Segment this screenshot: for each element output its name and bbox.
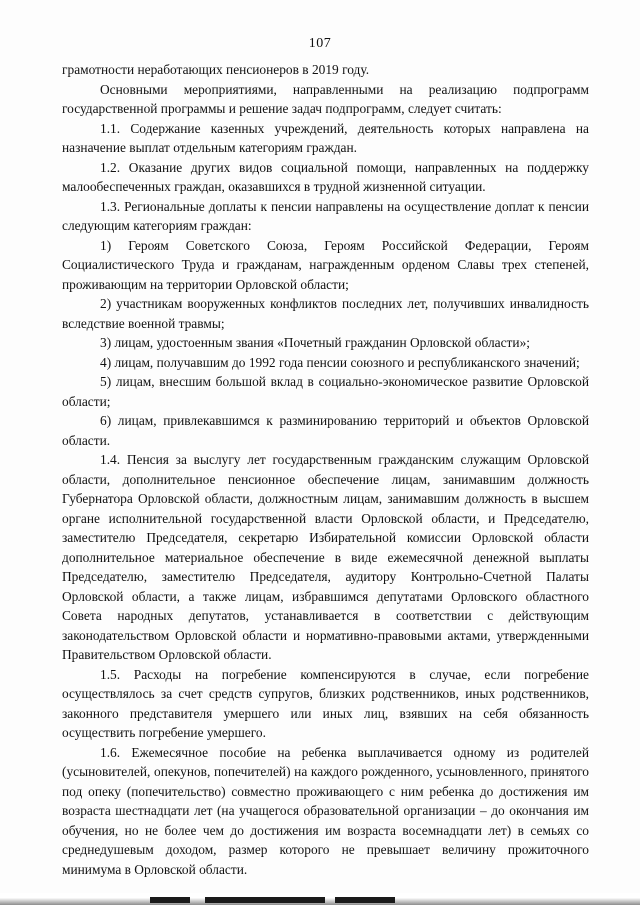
paragraph-1-2: 1.2. Оказание других видов социальной помощи, направленных на поддержку малообеспеченных граждан, оказавшихся в трудной жизненной ситуации. <box>62 159 589 194</box>
list-item-6: 6) лицам, привлекавшимся к разминированию территорий и объектов Орловской области. <box>62 413 589 448</box>
list-item-3: 3) лицам, удостоенным звания «Почетный гражданин Орловской области»; <box>100 335 530 350</box>
scan-artifact <box>150 897 190 903</box>
paragraph-1-1: 1.1. Содержание казенных учреждений, деятельность которых направлена на назначение выплат отдельным категориям граждан. <box>62 120 589 155</box>
scan-artifact <box>335 897 395 903</box>
list-item-4: 4) лицам, получавшим до 1992 года пенсии союзного и республиканского значений; <box>100 354 580 370</box>
list-item-5: 5) лицам, внесшим большой вклад в социально-экономическое развитие Орловской области; <box>62 374 589 409</box>
paragraph-continuation: грамотности неработающих пенсионеров в 2019 году. <box>62 62 370 77</box>
paragraph-1-5: 1.5. Расходы на погребение компенсируются в случае, если погребение осуществлялось за счет средств супругов, близких родственников, иных родственников, законного представителя умершего или иных лиц, взявших на себя обязанность осуществить погребение умершего. <box>62 666 589 740</box>
list-item-2: 2) участникам вооруженных конфликтов последних лет, получивших инвалидность вследствие военной травмы; <box>62 296 589 331</box>
paragraph-1-6: 1.6. Ежемесячное пособие на ребенка выплачивается одному из родителей (усыновителей, опекунов, попечителей) на каждого рожденного, усыновленного, принятого под опеку (попечительство) совместно проживающего с ним ребенка до достижения им возраста шестнадцати лет (на учащегося образовательной организации – до окончания им обучения, но не более чем до достижения им возраста восемнадцати лет) в семьях со среднедушевым доходом, размер которого не превышает величину прожиточного минимума в Орловской области. <box>62 744 589 877</box>
list-item-1: 1) Героям Советского Союза, Героям Российской Федерации, Героям Социалистического Труда и гражданам, награжденным орденом Славы трех степеней, проживающим на территории Орловской области; <box>62 237 589 292</box>
paragraph-main-activities: Основными мероприятиями, направленными на реализацию подпрограмм государственной программы и решение задач подпрограмм, следует считать: <box>62 81 589 116</box>
document-body <box>62 60 589 879</box>
page-number: 107 <box>308 36 332 51</box>
paragraph-1-3: 1.3. Региональные доплаты к пенсии направлены на осуществление доплат к пенсии следующим категориям граждан: <box>62 198 589 233</box>
scan-artifact <box>205 897 325 903</box>
paragraph-1-4: 1.4. Пенсия за выслугу лет государственным гражданским служащим Орловской области, дополнительное пенсионное обеспечение лицам, занимавшим должность Губернатора Орловской области, должностным лицам, занимавшим должность в высшем органе исполнительной государственной власти Орловской области, и Председателю, заместителю Председателя, секретарю Избирательной комиссии Орловской области дополнительное материальное обеспечение в виде ежемесячной денежной выплаты Председателю, заместителю Председателя, аудитору Контрольно-Счетной Палаты Орловской области, а также лицам, избравшимся депутатами Орловского областного Совета народных депутатов, устанавливается в соответствии с действующим законодательством Орловской области и нормативно-правовыми актами, утвержденными Правительством Орловской области. <box>62 452 589 662</box>
